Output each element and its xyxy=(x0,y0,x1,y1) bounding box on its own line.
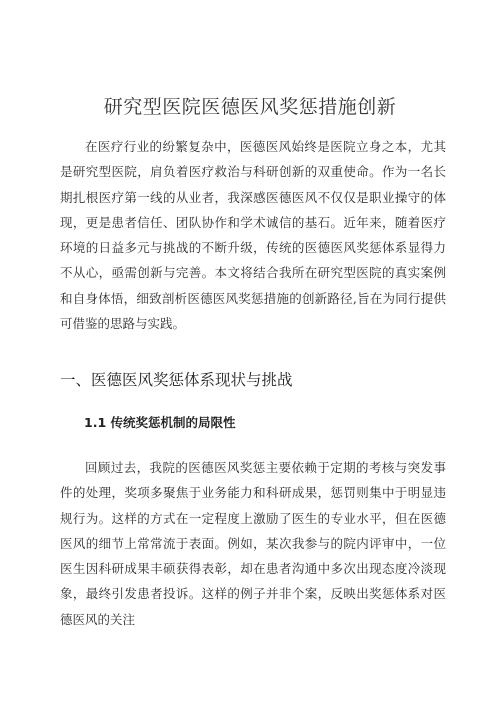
document-title: 研究型医院医德医风奖惩措施创新 xyxy=(103,96,397,118)
section-heading-1: 一、医德医风奖惩体系现状与挑战 xyxy=(60,371,293,389)
subsection-paragraph-1-1: 回顾过去，我院的医德医风奖惩主要依赖于定期的考核与突发事件的处理，奖项多聚焦于业务能力和科研成果，惩罚则集中于明显违规行为。这样的方式在一定程度上激励了医生的专业水平，但在医德医风的细节上常常流于表面。例如，某次我参与的院内评审中，一位医生因科研成果丰硕获得表彰，却在患者沟通中多次出现态度冷淡现象，最终引发患者投诉。这样的例子并非个案，反映出奖惩体系对医德医风的关注 xyxy=(60,460,446,627)
subsection-heading-1-1: 1.1 传统奖惩机制的局限性 xyxy=(84,415,236,430)
intro-paragraph: 在医疗行业的纷繁复杂中，医德医风始终是医院立身之本，尤其是研究型医院，肩负着医疗救治与科研创新的双重使命。作为一名长期扎根医疗第一线的从业者，我深感医德医风不仅仅是职业操守的体现，更是患者信任、团队协作和学术诚信的基石。近年来，随着医疗环境的日益多元与挑战的不断升级，传统的医德医风奖惩体系显得力不从心，亟需创新与完善。本文将结合我所在研究型医院的真实案例和自身体悟，细致剖析医德医风奖惩措施的创新路径,旨在为同行提供可借鉴的思路与实践。 xyxy=(60,139,446,332)
